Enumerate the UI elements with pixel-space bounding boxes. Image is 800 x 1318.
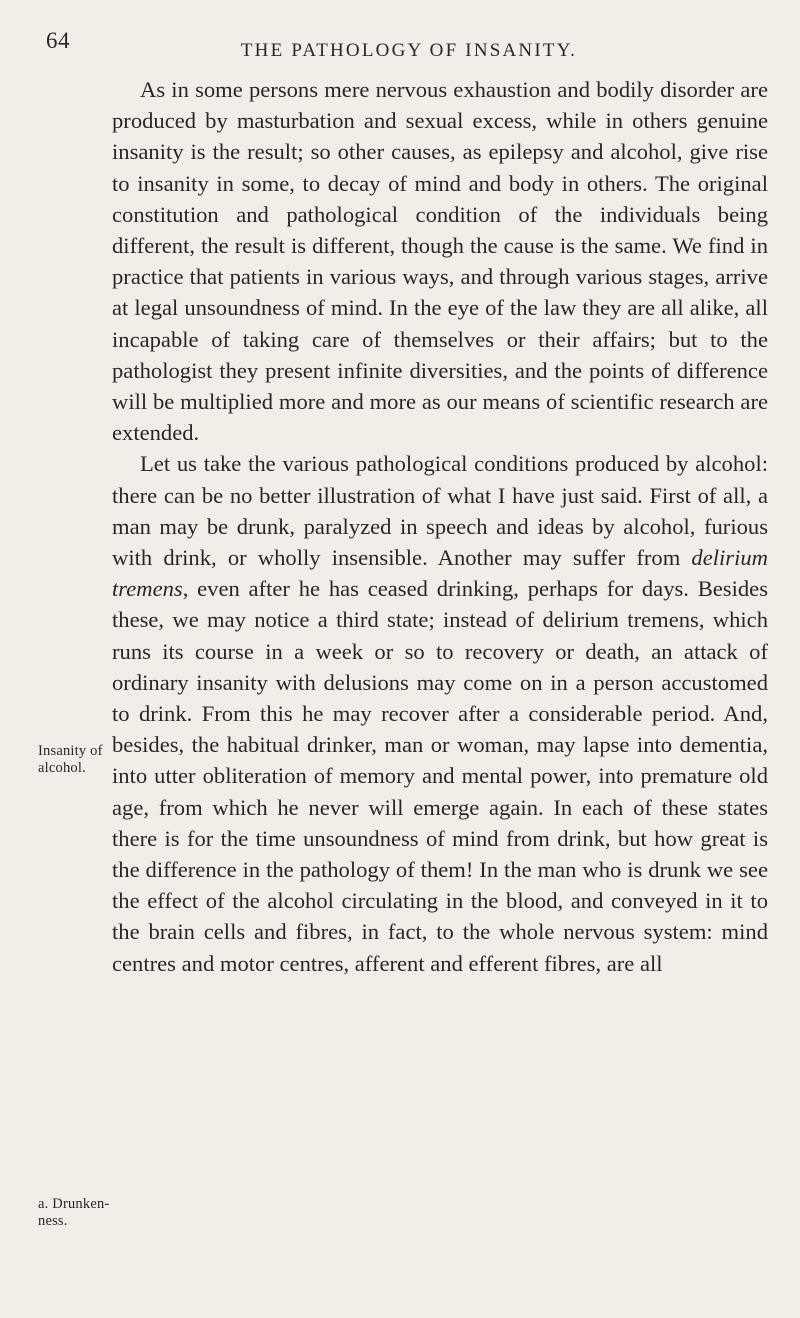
margin-note-line: a. Drunken- [38,1196,110,1212]
margin-note-line: Insanity of [38,743,103,759]
margin-note-line: alcohol. [38,760,86,776]
margin-note-alcohol [38,743,114,777]
body-text [112,74,768,979]
italic-term: delirium tremens [112,545,768,602]
page-number: 64 [46,28,70,53]
paragraph-2-text: , even after he has ceased drinking, perhaps for days. Besides these, we may notice a third state; instead of delirium tremens, which runs its course in a week or so to recovery or death, an attack of ordinary insanity with delusions may come on in a person accustomed to drink. From this he may recover after a considerable period. And, besides, the habitual drinker, man or woman, may lapse into dementia, into utter obliteration of memory and mental power, into premature old age, from which he never will emerge again. In each of these states there is for the time unsoundness of mind from drink, but how great is the difference in the pathology of them! In the man who is drunk we see the effect of the alcohol circulating in the blood, and conveyed in it to the brain cells and fibres, in fact, to the whole nervous system: mind centres and motor centres, afferent and efferent fibres, are all [112,576,768,976]
paragraph-2 [112,448,768,978]
paragraph-2-text: Let us take the various pathological conditions produced by alcohol: there can be no better illustration of what I have just said. First of all, a man may be drunk, paralyzed in speech and ideas by alcohol, furious with drink, or wholly insensible. Another may suffer from [112,451,768,571]
margin-note-drunkenness [38,1196,114,1230]
running-title: THE PATHOLOGY OF INSANITY. [240,40,578,61]
margin-note-line: ness. [38,1213,68,1229]
paragraph-1: As in some persons mere nervous exhaustion and bodily disorder are produced by masturbation and sexual excess, while in others genuine insanity is the result; so other causes, as epilepsy and alcohol, give rise to insanity in some, to decay of mind and body in others. The original constitution and pathological condition of the individuals being different, the result is different, though the cause is the same. We find in practice that patients in various ways, and through various stages, arrive at legal unsoundness of mind. In the eye of the law they are all alike, all incapable of taking care of themselves or their affairs; but to the pathologist they present infinite diversities, and the points of difference will be multiplied more and more as our means of scientific research are extended. [112,77,768,446]
